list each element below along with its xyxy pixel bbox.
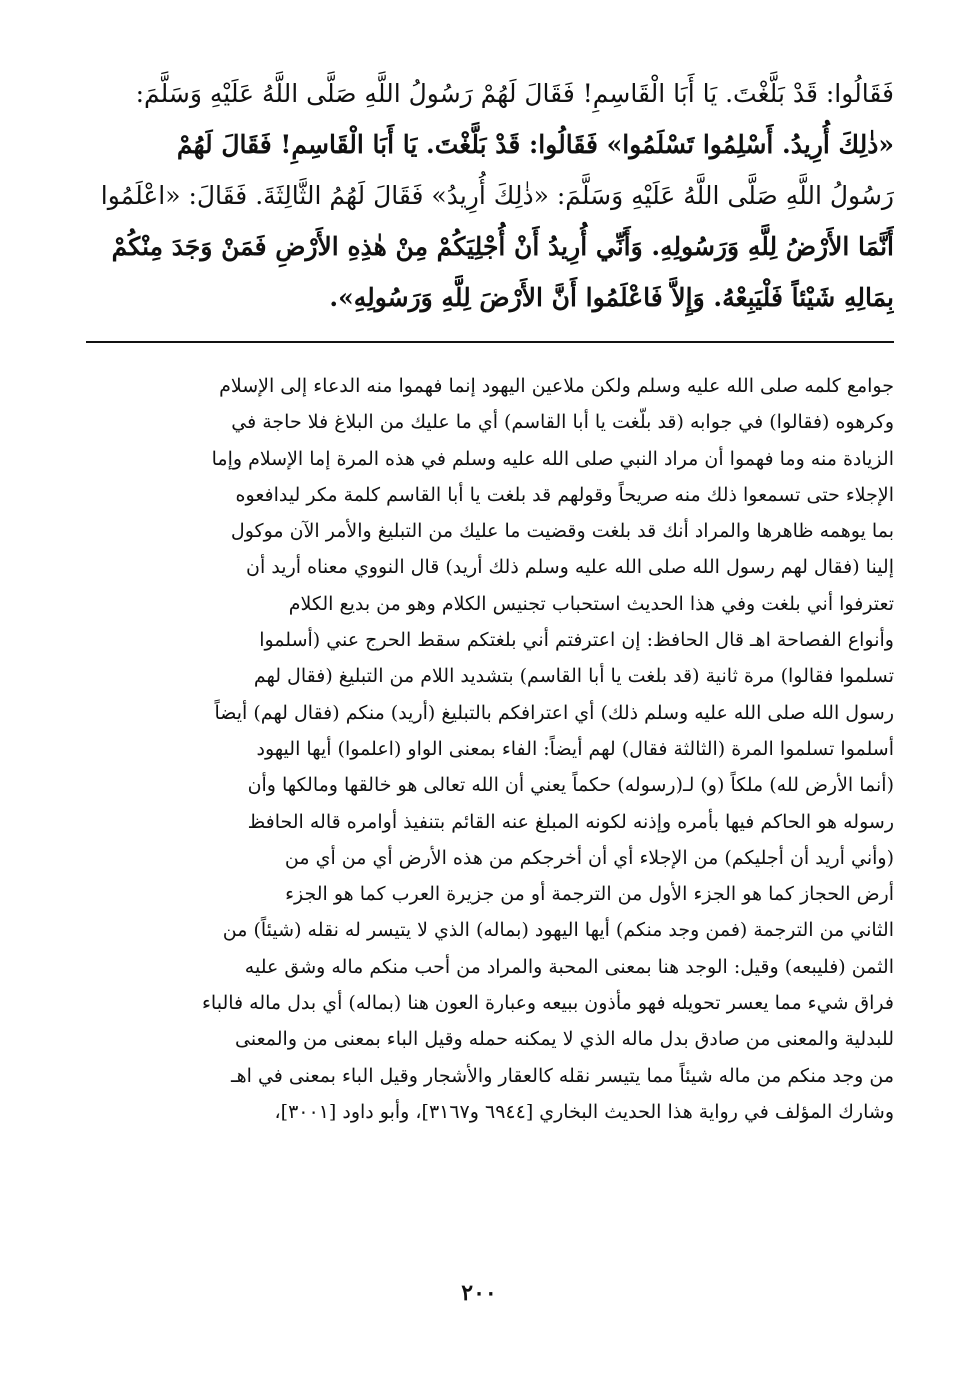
footnote-line: تسلموا فقالوا) مرة ثانية (قد بلغت يا أبا القاسم) بتشديد اللام من التبليغ (فقال لهم — [253, 665, 894, 688]
footnote-line: الثاني من الترجمة (فمن وجد منكم) أيها اليهود (بماله) الذي لا يتيسر له نقله (شيئاً) من — [222, 919, 894, 942]
hadith-main-text — [82, 68, 894, 323]
main-text-line: فَقَالُوا: قَدْ بَلَّغْتَ. يَا أَبَا الْقَاسِمِ! فَقَالَ لَهُمْ رَسُولُ اللَّهِ صَلَّى اللَّهُ عَلَيْهِ وَسَلَّمَ: — [135, 79, 894, 108]
footnote-line: وشارك المؤلف في رواية هذا الحديث البخاري [٦٩٤٤ و٣١٦٧]، وأبو داود [٣٠٠١]، — [274, 1100, 894, 1123]
footnote-separator — [86, 341, 894, 343]
main-text-line: «ذٰلِكَ أُرِيدُ. أَسْلِمُوا تَسْلَمُوا» فَقَالُوا: قَدْ بَلَّغْتَ. يَا أَبَا الْقَاسِمِ! فَقَالَ لَهُمْ — [176, 130, 894, 159]
footnote-line: أسلموا تسلموا المرة (الثالثة فقال) لهم أيضاً: الفاء بمعنى الواو (اعلموا) أيها اليهود — [256, 737, 894, 760]
footnote-line: من وجد منكم من ماله شيئاً مما يتيسر نقله كالعقار والأشجار وقيل الباء بمعنى في اهـ — [231, 1064, 894, 1087]
footnote-line: تعترفوا أني بلغت وفي هذا الحديث استحباب تجنيس الكلام وهو من بديع الكلام — [288, 592, 894, 615]
main-text-line: بِمَالِهِ شَيْئاً فَلْيَبِعْهُ. وَإِلاَّ فَاعْلَمُوا أَنَّ الأَرْضَ لِلَّهِ وَرَسُولِهِ». — [329, 283, 894, 312]
footnote-line: الزيادة منه وما فهموا أن مراد النبي صلى الله عليه وسلم في هذه المرة إما الإسلام وإما — [211, 447, 894, 470]
footnote-line: (وأني أريد أن أجليكم) من الإجلاء أي أن أخرجكم من هذه الأرض أي من أي من — [284, 846, 894, 869]
footnote-line: أرض الحجاز كما هو الجزء الأول من الترجمة أو من جزيرة العرب كما هو الجزء — [285, 883, 894, 906]
footnote-line: وأنواع الفصاحة اهـ قال الحافظ: إن اعترفتم أني بلغتكم سقط الحرج عني (أسلموا — [259, 629, 894, 652]
footnote-line: الثمن (فليبعه) وقيل: الوجد هنا بمعنى المحبة والمراد من أحب منكم ماله وشق عليه — [244, 955, 894, 978]
footnote-line: إلينا (فقال لهم رسول الله صلى الله عليه وسلم ذلك أريد) قال النووي معناه أريد أن — [246, 556, 894, 579]
main-text-line: أَنَّمَا الأَرْضُ لِلَّهِ وَرَسُولِهِ. وَأَنِّي أُرِيدُ أَنْ أُجْلِيَكُمْ مِنْ هٰذِهِ الأَرْضِ فَمَنْ وَجَدَ مِنْكُمْ — [111, 232, 894, 261]
footnote-line: بما يوهمه ظاهرها والمراد أنك قد بلغت وقضيت ما عليك من التبليغ والأمر الآن موكول — [230, 520, 894, 543]
footnote-line: فراق شيء مما يعسر تحويله فهو مأذون ببيعه وعبارة العون هنا (بماله) أي بدل ماله فالباء — [201, 992, 894, 1015]
page-number: ٢٠٠ — [461, 1280, 497, 1306]
commentary-footnote — [82, 368, 894, 1130]
footnote-line: جوامع كلمه صلى الله عليه وسلم ولكن ملاعين اليهود إنما فهموا منه الدعاء إلى الإسلام — [219, 375, 894, 397]
footnote-line: (أنما الأرض لله) ملكاً (و) لـ(رسوله) حكماً يعني أن الله تعالى هو خالقها ومالكها وأن — [247, 774, 894, 797]
footnote-line: للبدلية والمعنى من صادق بدل ماله الذي لا يمكنه حمله وقيل الباء بمعنى من والمعنى — [235, 1028, 894, 1051]
main-text-line: رَسُولُ اللَّهِ صَلَّى اللَّهُ عَلَيْهِ وَسَلَّمَ: «ذٰلِكَ أُرِيدُ» فَقَالَ لَهُمُ الثَّالِثَةَ. فَقَالَ: «اعْلَمُوا — [100, 181, 894, 210]
footnote-line: وكرهوه (فقالوا) في جوابه (قد بلّغت يا أبا القاسم) أي ما عليك من البلاغ فلا حاجة في — [231, 411, 894, 434]
footnote-line: رسوله هو الحاكم فيها بأمره وإذنه لكونه المبلغ عنه القائم بتنفيذ أوامره قاله الحافظ — [247, 810, 894, 833]
footnote-line: رسول الله صلى الله عليه وسلم ذلك) أي اعترافكم بالتبليغ (أريد) منكم (فقال لهم) أيضاً — [214, 701, 894, 724]
footnote-line: الإجلاء حتى تسمعوا ذلك منه صريحاً وقولهم قد بلغت يا أبا القاسم كلمة مكر ليدافعوه — [235, 483, 894, 506]
